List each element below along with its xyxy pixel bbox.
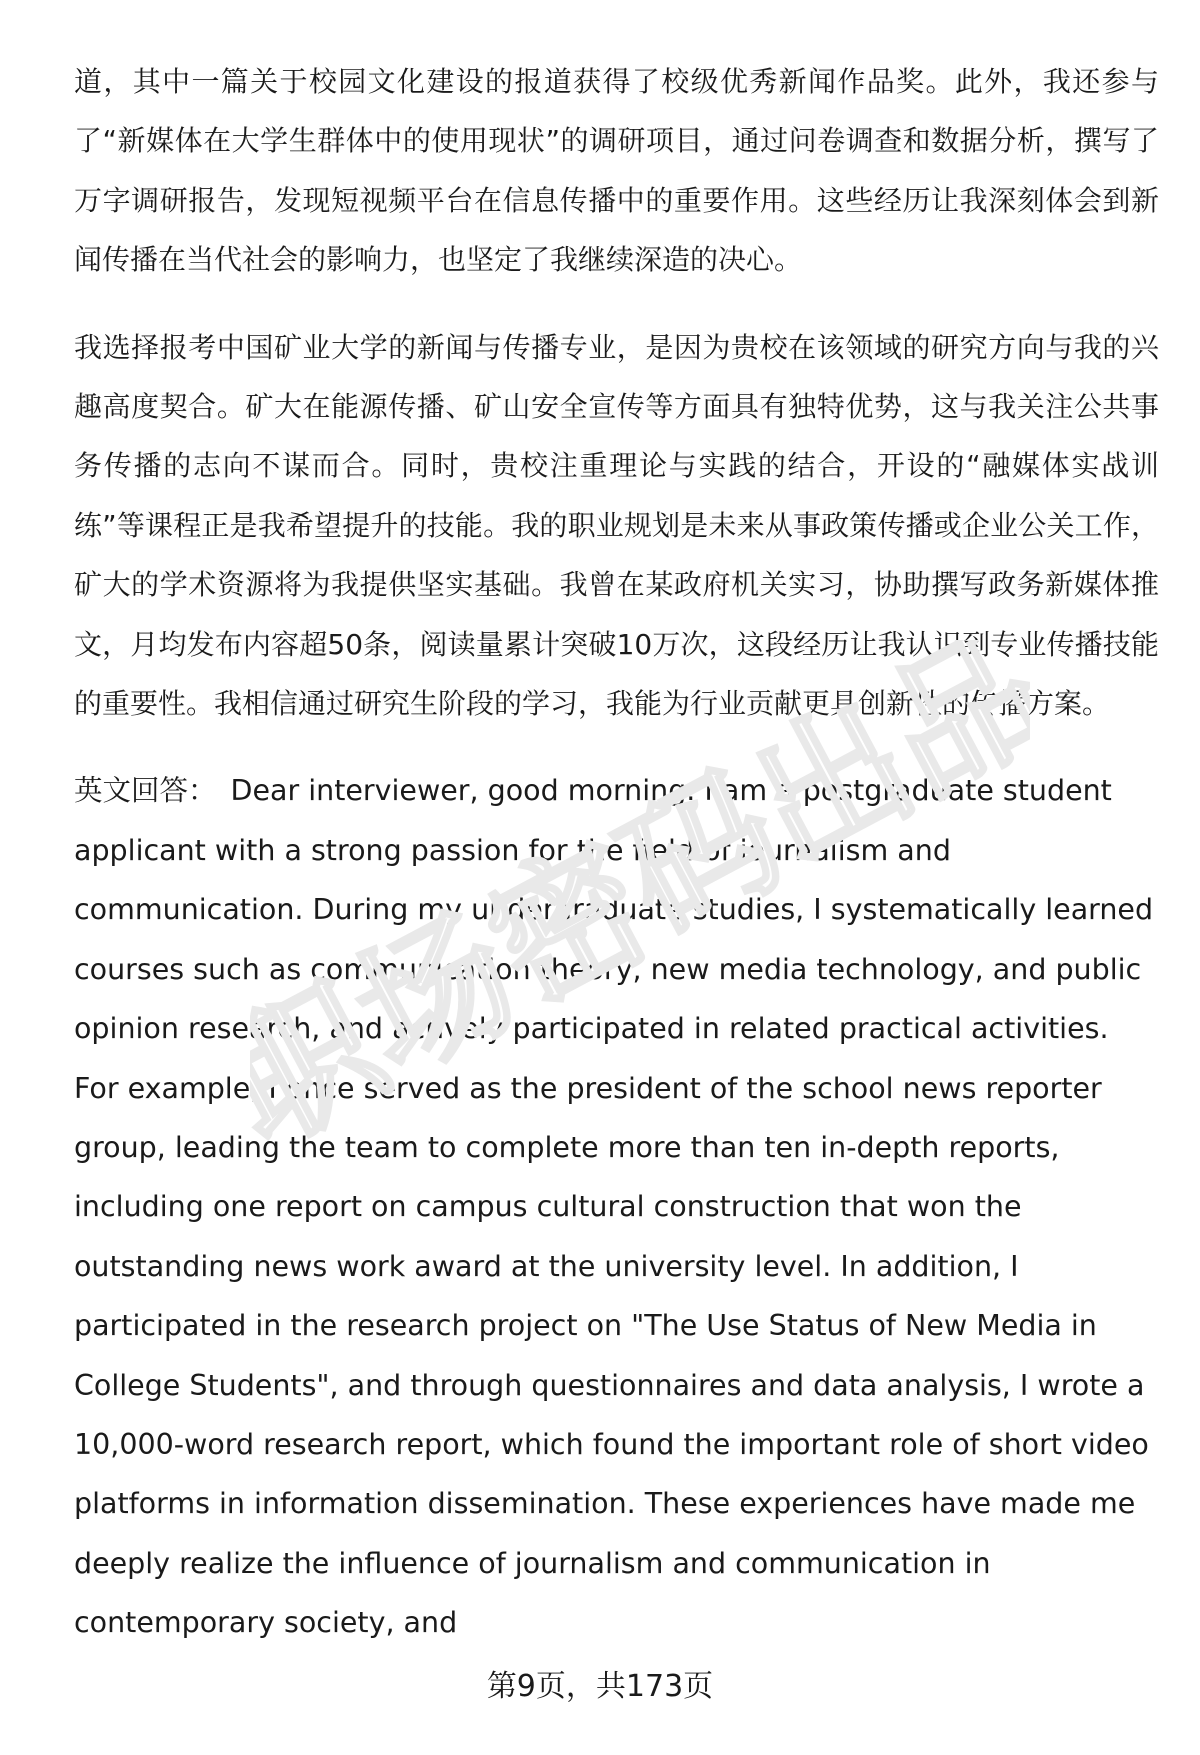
watermark-text: 职场密码出品 [250,640,1030,1160]
paragraph-1: 道，其中一篇关于校园文化建设的报道获得了校级优秀新闻作品奖。此外，我还参与了“新媒体在大学生群体中的使用现状”的调研项目，通过问卷调查和数据分析，撰写了万字调研报告，发现短视频平台在信息传播中的重要作用。这些经历让我深刻体会到新闻传播在当代社会的影响力，也坚定了我继续深造的决心。 [74,65,1159,277]
document-page [74,52,1159,1681]
paragraph-3-english-answer [74,761,1159,1652]
english-answer-label: 英文回答： [74,774,217,808]
english-answer-text: Dear interviewer, good morning. I am a postgraduate student applicant with a strong passion for the field of journalism and communication. During my undergraduate studies, I systematically learned courses such as communication theory, new media technology, and public opinion research, and actively participated in related practical activities. For example, I once served as the president of the school news reporter group, leading the team to complete more than ten in-depth reports, including one report on campus cultural construction that won the outstanding news work award at the university level. In addition, I participated in the research project on "The Use Status of New Media in College Students", and through questionnaires and data analysis, I wrote a 10,000-word research report, which found the important role of short video platforms in information dissemination. These experiences have made me deeply realize the influence of journalism and communication in contemporary society, and [74,774,1154,1640]
page-number-footer: 第9页，共173页 [486,1669,714,1704]
paragraph-2: 我选择报考中国矿业大学的新闻与传播专业，是因为贵校在该领域的研究方向与我的兴趣高度契合。矿大在能源传播、矿山安全宣传等方面具有独特优势，这与我关注公共事务传播的志向不谋而合。同时，贵校注重理论与实践的结合，开设的“融媒体实战训练”等课程正是我希望提升的技能。我的职业规划是未来从事政策传播或企业公关工作，矿大的学术资源将为我提供坚实基础。我曾在某政府机关实习，协助撰写政务新媒体推文，月均发布内容超50条，阅读量累计突破10万次，这段经历让我认识到专业传播技能的重要性。我相信通过研究生阶段的学习，我能为行业贡献更具创新性的传播方案。 [74,330,1159,721]
